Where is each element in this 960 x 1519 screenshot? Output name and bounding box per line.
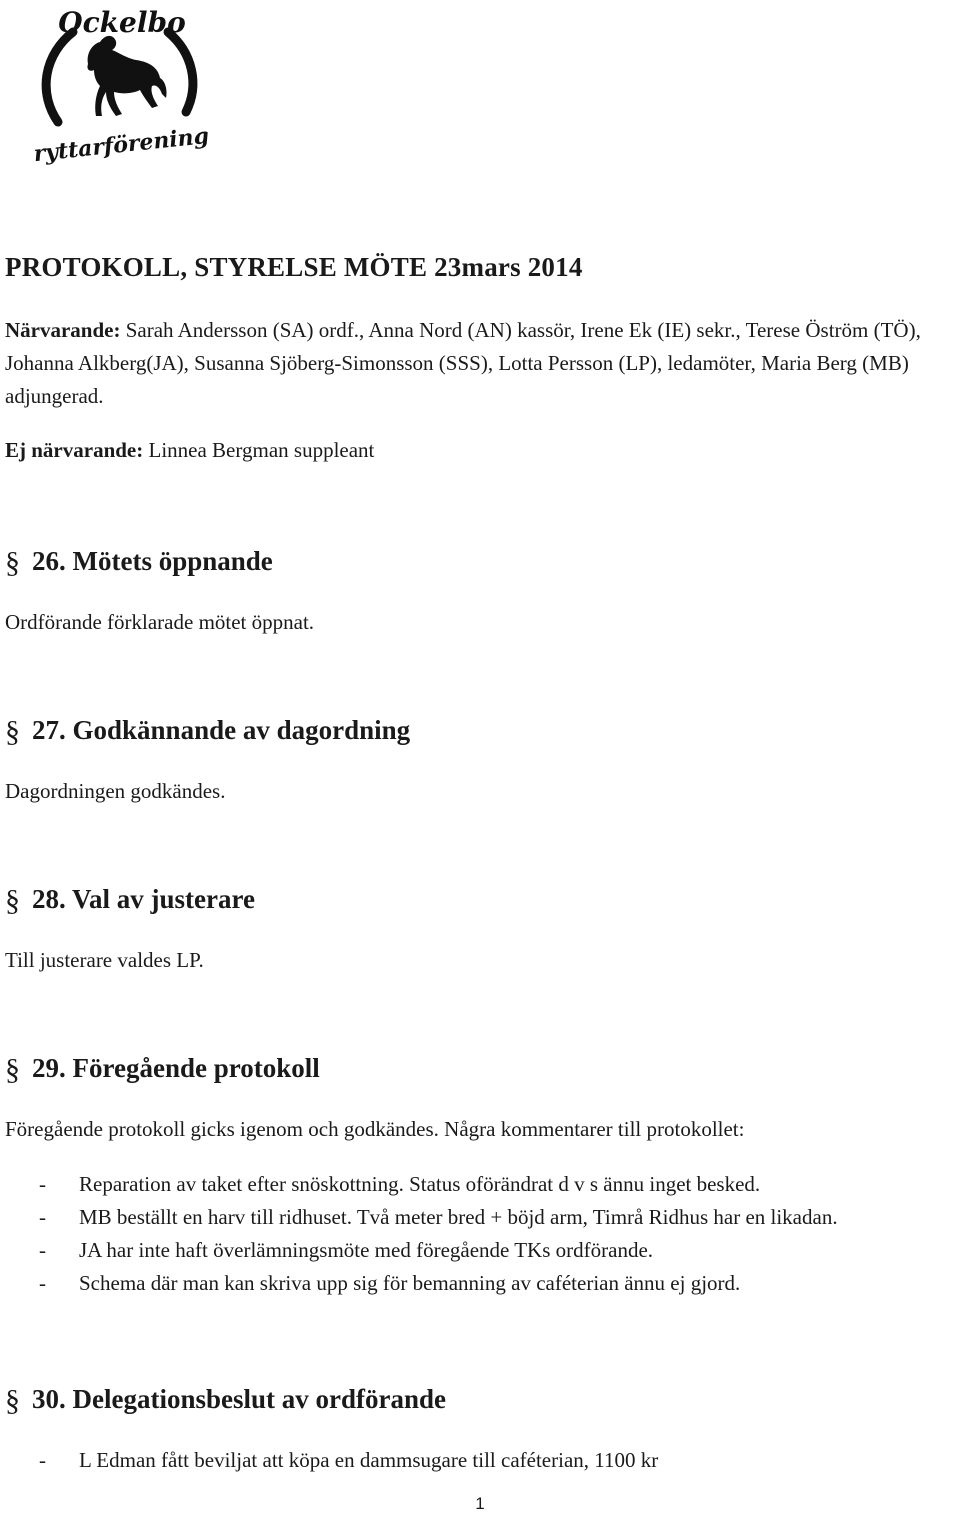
section-heading-text: 30. Delegationsbeslut av ordförande	[32, 1384, 446, 1414]
bullet-list-29	[5, 1168, 955, 1300]
logo-top-text: Ockelbo	[58, 6, 186, 39]
section-heading-29	[5, 1051, 320, 1085]
attendees-absent	[5, 434, 955, 467]
list-item	[5, 1201, 955, 1234]
club-logo	[18, 2, 218, 172]
absent-label: Ej närvarande:	[5, 438, 144, 462]
bullet-dash: -	[39, 1172, 46, 1196]
section-body-26: Ordförande förklarade mötet öppnat.	[5, 610, 315, 634]
list-item	[5, 1168, 955, 1201]
section-symbol: §	[5, 1053, 20, 1086]
list-item-text: L Edman fått beviljat att köpa en dammsugare till caféterian, 1100 kr	[79, 1448, 659, 1472]
section-body-29: Föregående protokoll gicks igenom och godkändes. Några kommentarer till protokollet:	[5, 1117, 745, 1141]
section-heading-text: 29. Föregående protokoll	[32, 1053, 320, 1083]
list-item	[5, 1234, 955, 1267]
list-item-text: JA har inte haft överlämningsmöte med föregående TKs ordförande.	[79, 1238, 654, 1262]
section-heading-text: 26. Mötets öppnande	[32, 546, 273, 576]
list-item	[5, 1444, 955, 1477]
bullet-list-30	[5, 1444, 955, 1477]
page-number: 1	[475, 1494, 485, 1513]
bullet-dash: -	[39, 1448, 46, 1472]
section-heading-26	[5, 544, 273, 578]
present-label: Närvarande:	[5, 318, 121, 342]
section-body-28: Till justerare valdes LP.	[5, 948, 204, 972]
section-heading-text: 27. Godkännande av dagordning	[32, 715, 411, 745]
absent-names: Linnea Bergman suppleant	[143, 438, 375, 462]
attendees-present	[5, 314, 955, 413]
section-symbol: §	[5, 715, 20, 748]
document-title: PROTOKOLL, STYRELSE MÖTE 23mars 2014	[5, 252, 583, 282]
bullet-dash: -	[39, 1238, 46, 1262]
bullet-dash: -	[39, 1271, 46, 1295]
logo-bottom-text: ryttarförening	[32, 122, 211, 168]
list-item-text: MB beställt en harv till ridhuset. Två meter bred + böjd arm, Timrå Ridhus har en likadan.	[79, 1205, 838, 1229]
list-item-text: Schema där man kan skriva upp sig för bemanning av caféterian ännu ej gjord.	[79, 1271, 741, 1295]
section-heading-27	[5, 713, 410, 747]
bullet-dash: -	[39, 1205, 46, 1229]
section-symbol: §	[5, 884, 20, 917]
section-symbol: §	[5, 546, 20, 579]
section-heading-text: 28. Val av justerare	[32, 884, 255, 914]
section-body-27: Dagordningen godkändes.	[5, 779, 226, 803]
list-item	[5, 1267, 955, 1300]
section-symbol: §	[5, 1384, 20, 1417]
section-heading-28	[5, 882, 255, 916]
list-item-text: Reparation av taket efter snöskottning. Status oförändrat d v s ännu inget besked.	[79, 1172, 761, 1196]
section-heading-30	[5, 1382, 446, 1416]
present-names: Sarah Andersson (SA) ordf., Anna Nord (AN) kassör, Irene Ek (IE) sekr., Terese Öström (TÖ), Johanna Alkberg(JA), Susanna Sjöberg-Simonsson (SSS), Lotta Persson (LP), ledamöter, Maria Berg (MB) adjungerad.	[5, 318, 921, 408]
